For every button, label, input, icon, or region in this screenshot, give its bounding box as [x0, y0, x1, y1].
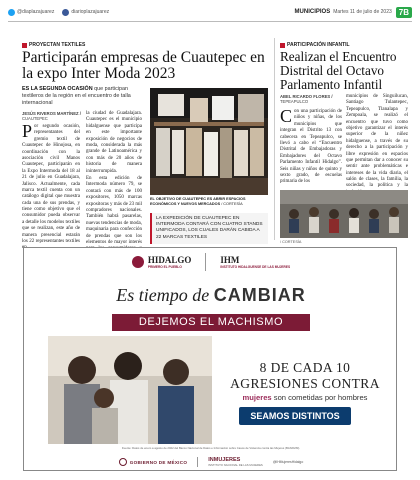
facebook-handle	[62, 9, 109, 16]
mexico-seal-icon	[119, 458, 127, 466]
gobierno-mexico-text: GOBIERNO DE MÉXICO	[129, 459, 188, 465]
main-article-headline: Participarán empresas de Cuautepec en la expo Inter Moda 2023	[22, 49, 265, 83]
issue-date: Martes 11 de julio de 2023	[333, 9, 392, 15]
ad-stat-line2: AGRESIONES CONTRA	[230, 376, 380, 392]
main-photo-caption	[150, 197, 268, 207]
ihm-logo-sub: INSTITUTO HIDALGUENSE DE LAS MUJERES	[220, 265, 291, 269]
inmujeres-logo	[208, 457, 263, 467]
ad-stat-line3	[220, 393, 390, 402]
main-dropcap: P	[22, 121, 33, 141]
gobierno-mexico-logo	[119, 458, 187, 466]
side-photo-credit: / CORTESÍA	[280, 240, 302, 244]
ad-headline-emphasis: CAMBIAR	[213, 285, 306, 305]
ad-headline	[24, 276, 398, 314]
ad-photo	[48, 336, 212, 444]
column-divider	[274, 38, 275, 240]
main-article-lead	[22, 86, 142, 106]
ad-social-handle: @IHMujeresHidalgo	[272, 460, 304, 464]
main-byline-name: JESÚS RIVEROS MARTÍNEZ /	[22, 111, 81, 116]
hidalgo-logo-text: HIDALGO	[147, 255, 192, 265]
main-photo-caption-text: EL OBJETIVO DE CUAUTEPEC ES ABRIR ESPACIOS ECONÓMICOS Y NUEVOS MERCADOS	[150, 197, 246, 206]
main-col1-text: or segundo ocasión, representantes del gremio textil de Cuautepec de Hinojosa, en coordinación con la asociación civil Manos Cuautepec, participarán en la Expo Intermoda del 18 al 21 de julio en Guadalajara, Jalisco. Actualmente, cada marca textil cuenta con un catálogo digital que muestra cada una de sus prendas, y tiene como objetivo que el consumidor pueda observar a detalle los modelos textiles que se realizan, este año de manera presencial estarán los 22 representantes textiles	[22, 124, 80, 245]
side-article-tag	[280, 42, 350, 48]
main-article-column-1	[22, 121, 80, 245]
twitter-handle-text: @diaplazajuarez	[17, 9, 55, 15]
side-article-headline: Realizan el Encuentro Distrital del Octavo Parlamento Infantil	[280, 49, 397, 92]
page-number: 7B	[396, 7, 412, 18]
ad-stat-highlight: mujeres	[242, 393, 272, 403]
tag-marker-icon	[22, 43, 27, 48]
ad-logo-row	[24, 248, 398, 276]
page-header	[8, 4, 412, 20]
ad-stat-line1: 8 DE CADA 10	[259, 360, 351, 375]
logo-separator	[205, 253, 206, 271]
side-dropcap: C	[280, 106, 293, 126]
ad-banner: DEJEMOS EL MACHISMO	[112, 314, 310, 331]
main-photo-credit: / CORTESÍA	[221, 201, 243, 206]
main-article-callout: LA EXPEDICIÓN DE CUAUTEPEC EN INTERMODA CONTARÁ CON CUATRO STANDS UNIFICADOS, LOS CUALES DARÁN CABIDA A 22 MARCAS TEXTILES	[150, 213, 268, 244]
tag-marker-icon	[280, 43, 285, 48]
main-col3-text: En esta edición de Intermoda número 79, se contará con más de 100 expositores, 1050 marcas expositoras y más de 23 mil compradores nacionales. También habrá pasarelas, nuevas tendencias de moda, maquinaria para confección de prendas que son los elementos de mayor interés	[86, 176, 142, 245]
advertisement	[23, 247, 397, 471]
side-col2-text: municipios de Singuilucan, Santiago Tulantepec, Tepeapulco, Tlanalapa y Zempoala, se realizó el encuentro que tuvo como objetivo garantizar el interés superior de la niñez hidalguense, a través de su derecho a la participación y libre expresión en espacios que permitan dar a conocer su sentir ante problemáticas e intereses de la vida diaria, el salón de clases, la familia, la sociedad, la política y la	[346, 94, 408, 189]
ihm-logo-text: IHM	[220, 255, 240, 265]
side-article-photo	[280, 190, 408, 238]
inmujeres-text: INMUJERES	[208, 457, 241, 463]
facebook-handle-text: diarioplazajuarez	[71, 9, 110, 15]
main-article-tag-text: PROYECTAN TEXTILES	[29, 42, 86, 48]
ad-stat-rest: son cometidas por hombres	[271, 393, 368, 403]
side-col1-text: on una participación de niños y niñas, de los municipios que integran el Distrito 13 con cabecera en Tepeapulco, se llevó a cabo el “Encuentro Distrital de Embajadoras y Embajadores del Octavo Parlamento Infantil Hidalgo”. Seis niñas y niños de quinto y sexto grado, de escuelas primaria de los	[280, 109, 342, 185]
twitter-handle	[8, 9, 54, 16]
ad-footer	[24, 452, 398, 472]
facebook-icon	[62, 9, 69, 16]
side-article-column-1	[280, 106, 342, 187]
inmujeres-sub: INSTITUTO NACIONAL DE LAS MUJERES	[208, 463, 263, 467]
side-byline-role: TEPEAPULCO	[280, 99, 309, 105]
ad-fine-print: Fuente: Datos de enero a agosto de 2022 del Banco Nacional de Datos e Información sobre Casos de Violencia contra las Mujeres (BANAVIM).	[121, 446, 301, 450]
ad-headline-prefix: Es tiempo de	[116, 285, 214, 305]
side-article-tag-text: PARTICIPACIÓN INFANTIL	[287, 42, 350, 48]
ad-statistic	[220, 360, 390, 402]
main-article-lead-bold: ES LA SEGUNDA OCASIÓN	[22, 86, 93, 92]
main-article-tag	[22, 42, 85, 48]
hidalgo-logo	[132, 255, 192, 269]
ihm-logo	[220, 255, 290, 269]
header-rule	[8, 21, 412, 22]
hidalgo-logo-sub: PRIMERO EL PUEBLO	[147, 265, 182, 269]
main-article-photo	[150, 88, 268, 195]
side-byline-name: ABEL RICARDO FLORES /	[280, 94, 333, 99]
side-article-column-2	[346, 94, 408, 187]
main-article-lead-rest: que participan textileros de la región en el encuentro de talla internacional	[22, 86, 131, 106]
main-col2-text: la ciudad de Guadalajara. Cuautepec es el municipio hidalguense que participa en este importante exposición de negocios de moda, considerada la más grande de Latinoamérica y con más de 20 años de historia de manera ininterrumpida.	[86, 111, 142, 174]
twitter-icon	[8, 9, 15, 16]
main-article-column-3	[86, 176, 142, 244]
seamos-distintos-button[interactable]: SEAMOS DISTINTOS	[239, 407, 351, 425]
section-name: MUNICIPIOS	[294, 9, 331, 15]
main-byline-role: CUAUTEPEC	[22, 116, 48, 122]
footer-separator	[197, 457, 198, 467]
hidalgo-emblem-icon	[132, 256, 144, 268]
